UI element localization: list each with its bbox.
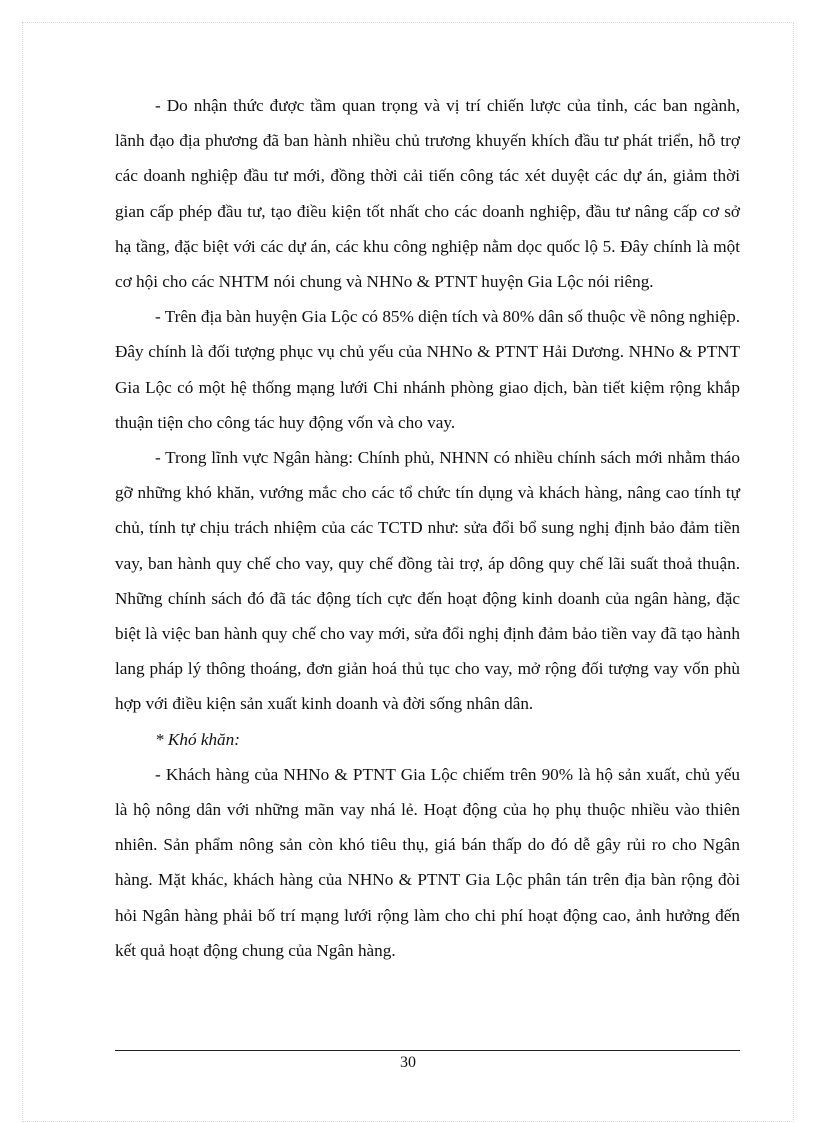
paragraph-difficulties-customers: - Khách hàng của NHNo & PTNT Gia Lộc chiếm trên 90% là hộ sản xuất, chủ yếu là hộ nông dân với những mãn vay nhá lẻ. Hoạt động của họ phụ thuộc nhiều vào thiên nhiên. Sản phẩm nông sản còn khó tiêu thụ, giá bán thấp do đó dễ gây rủi ro cho Ngân hàng. Mặt khác, khách hàng của NHNo & PTNT Gia Lộc phân tán trên địa bàn rộng đòi hỏi Ngân hàng phải bố trí mạng lưới rộng làm cho chi phí hoạt động cao, ảnh hưởng đến kết quả hoạt động chung của Ngân hàng.	[115, 764, 740, 960]
footer-divider	[115, 1050, 740, 1051]
page-number: 30	[400, 1054, 416, 1071]
document-body	[115, 88, 740, 968]
page-bottom-border	[22, 1121, 794, 1122]
paragraph-opportunity-banking-policy: - Trong lĩnh vực Ngân hàng: Chính phủ, NHNN có nhiều chính sách mới nhằm tháo gỡ những khó khăn, vướng mắc cho các tổ chức tín dụng và khách hàng, nâng cao tính tự chủ, tính tự chịu trách nhiệm của các TCTD như: sửa đổi bổ sung nghị định bảo đảm tiền vay, ban hành quy chế cho vay, quy chế đồng tài trợ, áp dông quy chế lãi suất thoả thuận. Những chính sách đó đã tác động tích cực đến hoạt động kinh doanh của ngân hàng, đặc biệt là việc ban hành quy chế cho vay mới, sửa đổi nghị định đảm bảo tiền vay đã tạo hành lang pháp lý thông thoáng, đơn giản hoá thủ tục cho vay, mở rộng đối tượng vay vốn phù hợp với điều kiện sản xuất kinh doanh và đời sống nhân dân.	[115, 448, 740, 714]
subheading-difficulties: * Khó khăn:	[155, 729, 240, 749]
paragraph-opportunity-agriculture: - Trên địa bàn huyện Gia Lộc có 85% diện tích và 80% dân số thuộc về nông nghiệp. Đây chính là đối tượng phục vụ chủ yếu của NHNo & PTNT Hải Dương. NHNo & PTNT Gia Lộc có một hệ thống mạng lưới Chi nhánh phòng giao dịch, bàn tiết kiệm rộng khắp thuận tiện cho công tác huy động vốn và cho vay.	[115, 307, 740, 432]
paragraph-opportunity-strategy: - Do nhận thức được tầm quan trọng và vị trí chiến lược của tỉnh, các ban ngành, lãnh đạo địa phương đã ban hành nhiều chủ trương khuyến khích đầu tư phát triển, hỗ trợ các doanh nghiệp đầu tư mới, đồng thời cải tiến công tác xét duyệt các dự án, giảm thời gian cấp phép đầu tư, tạo điều kiện tốt nhất cho các doanh nghiệp, đầu tư nâng cấp cơ sở hạ tầng, đặc biệt với các dự án, các khu công nghiệp nằm dọc quốc lộ 5. Đây chính là một cơ hội cho các NHTM nói chung và NHNo & PTNT huyện Gia Lộc nói riêng.	[115, 96, 740, 292]
